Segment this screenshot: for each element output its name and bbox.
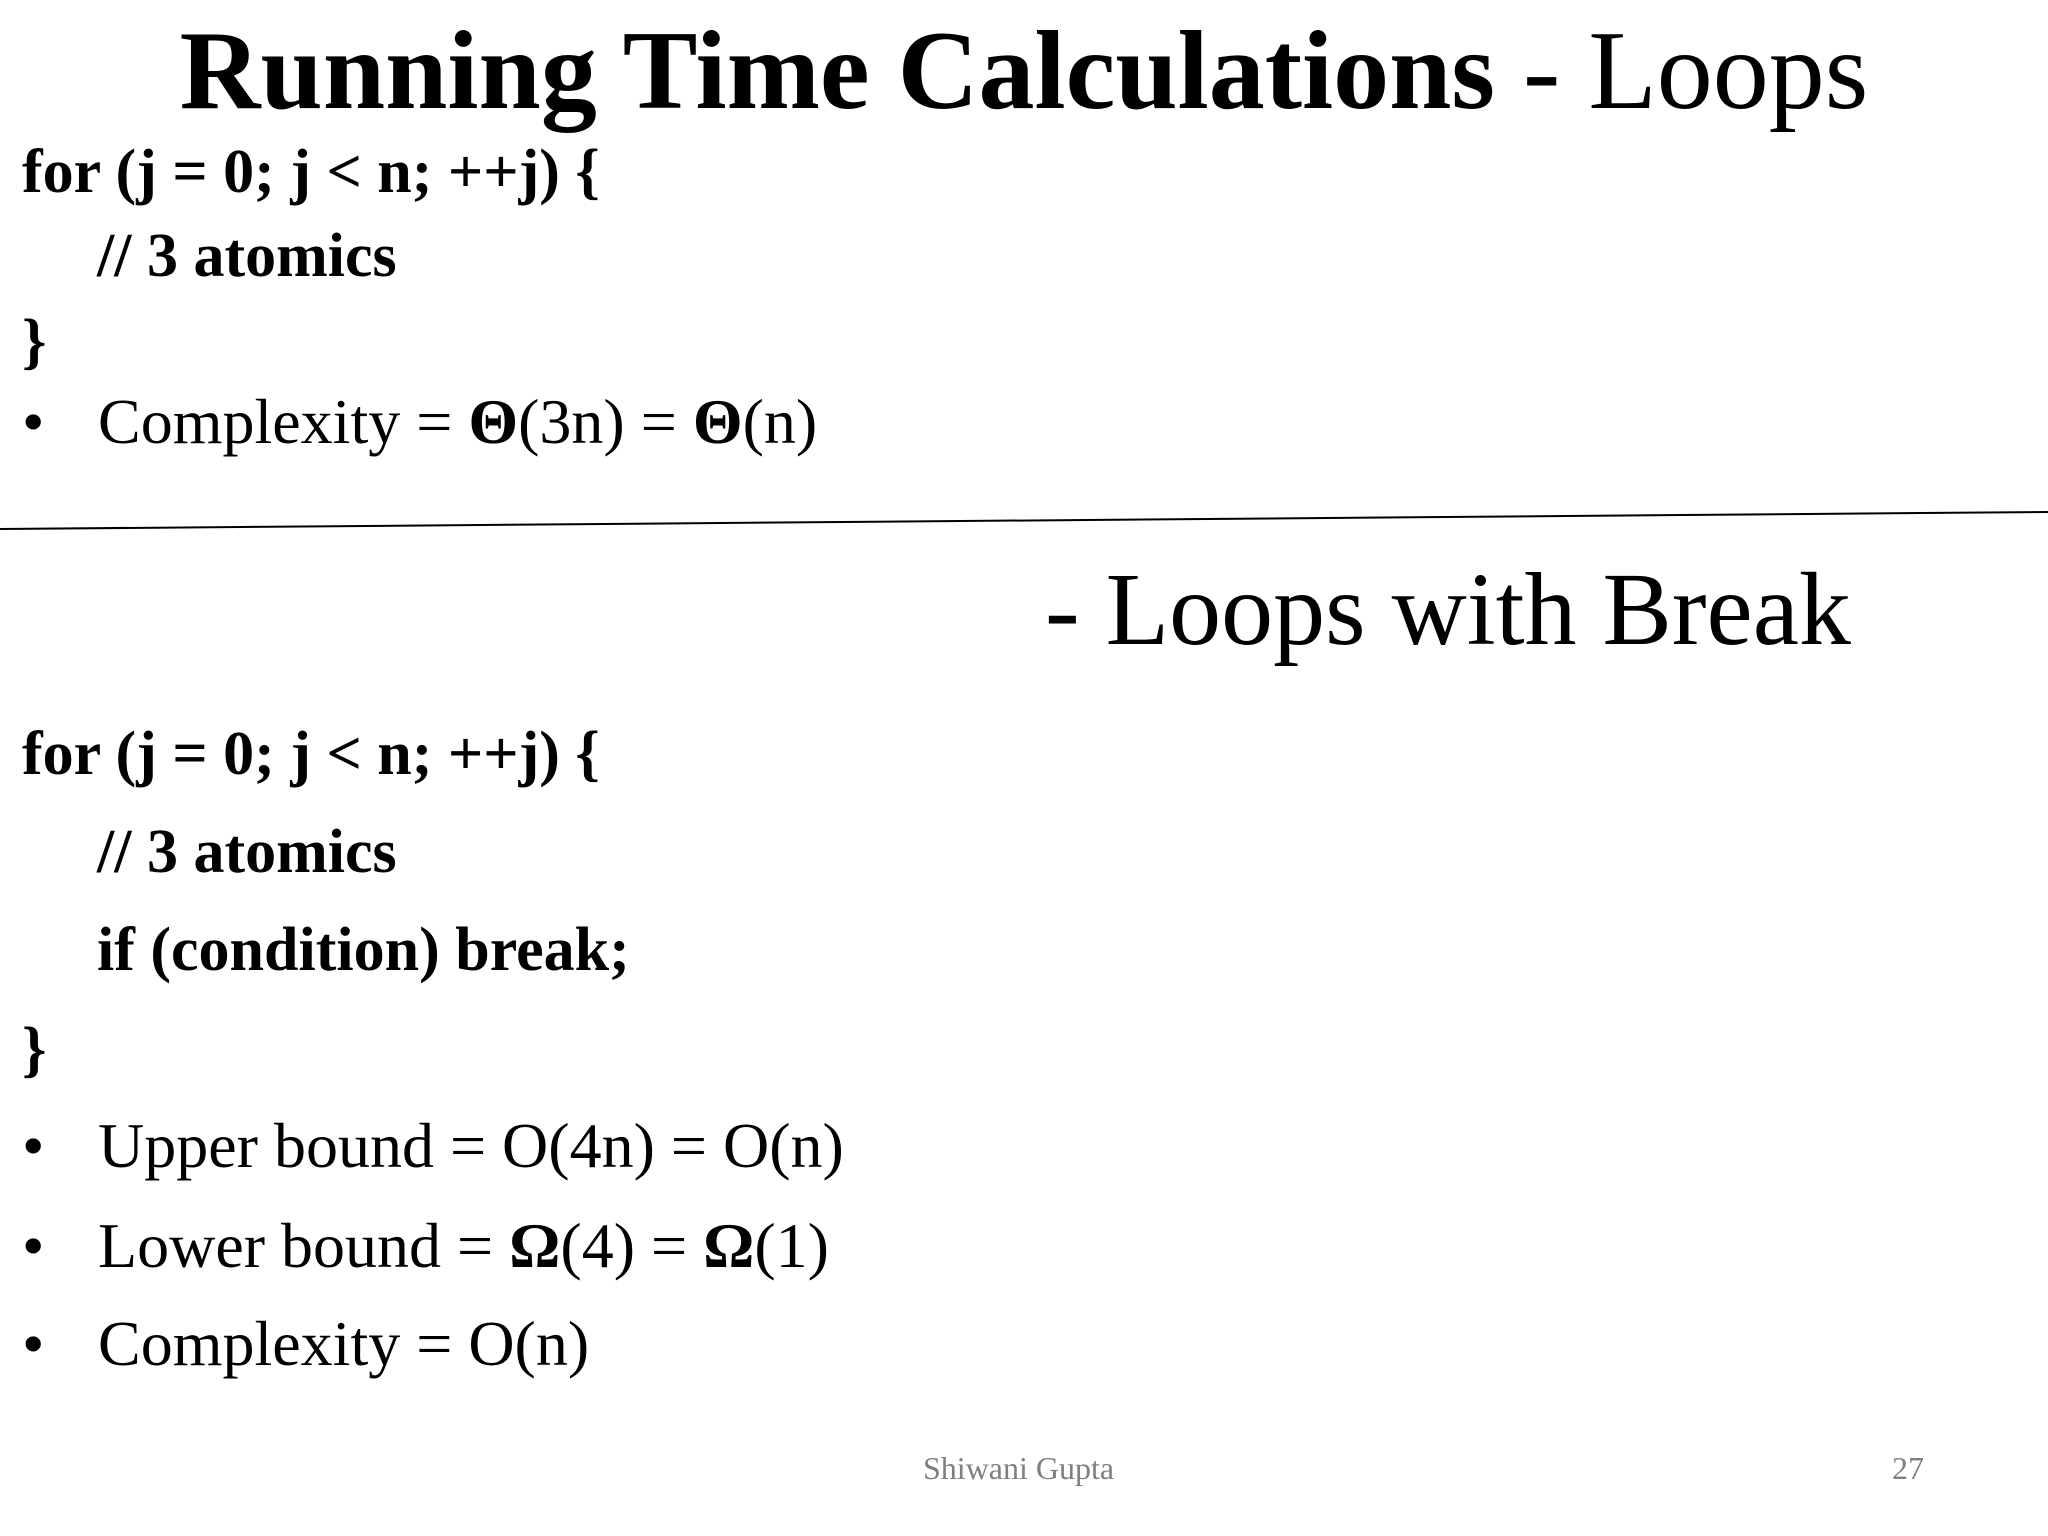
bullet-complexity-2 <box>22 1306 589 1382</box>
code-line-close-2: } <box>22 1016 47 1084</box>
bullet-dot-icon: • <box>22 1308 45 1379</box>
theta-symbol: Θ <box>468 386 519 457</box>
footer-page-number: 27 <box>1892 1450 1924 1486</box>
omega-symbol: Ω <box>509 1210 561 1281</box>
bullet-text: Upper bound = O(4n) = O(n) <box>98 1110 844 1181</box>
code-line-if-break: if (condition) break; <box>97 916 630 984</box>
bullet-upper-bound <box>22 1108 844 1184</box>
bullet-text-prefix: Complexity = <box>98 386 469 457</box>
theta-symbol: Θ <box>692 386 743 457</box>
divider-line <box>0 512 2048 529</box>
bullet-dot-icon: • <box>22 386 45 457</box>
bullet-text-mid: (4) = <box>560 1210 704 1281</box>
slide-title-bold: Running Time Calculations <box>179 9 1496 133</box>
footer-author: Shiwani Gupta <box>923 1450 1115 1486</box>
section-subtitle: - Loops with Break <box>1045 552 1851 667</box>
slide-title-suffix: - Loops <box>1495 9 1869 133</box>
bullet-dot-icon: • <box>22 1110 45 1181</box>
bullet-text: Complexity = O(n) <box>98 1308 590 1379</box>
bullet-dot-icon: • <box>22 1210 45 1281</box>
bullet-text-prefix: Lower bound = <box>98 1210 510 1281</box>
code-line-comment-2: // 3 atomics <box>97 818 397 886</box>
bullet-text-suffix: (1) <box>754 1210 829 1281</box>
code-line-comment-1: // 3 atomics <box>97 222 397 290</box>
code-line-for-1: for (j = 0; j < n; ++j) { <box>22 138 600 206</box>
code-line-close-1: } <box>22 308 47 376</box>
code-line-for-2: for (j = 0; j < n; ++j) { <box>22 720 600 788</box>
bullet-text-suffix: (n) <box>742 386 818 457</box>
bullet-text-mid: (3n) = <box>518 386 693 457</box>
omega-symbol: Ω <box>703 1210 755 1281</box>
bullet-lower-bound <box>22 1208 829 1284</box>
